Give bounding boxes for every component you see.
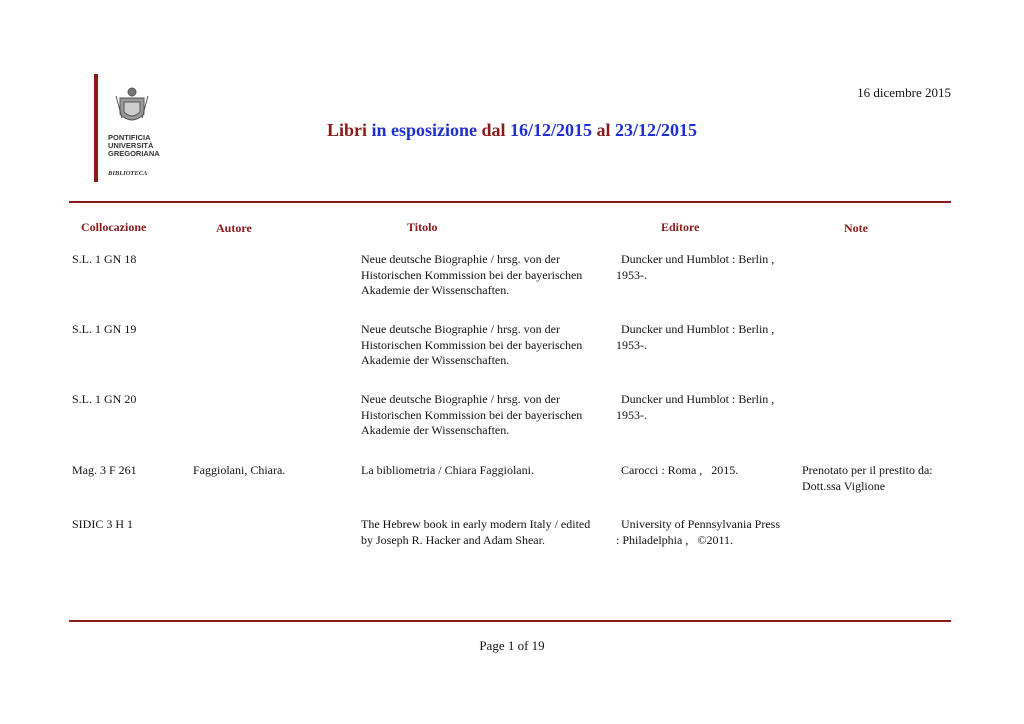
row-3-titolo: [361, 392, 582, 439]
logo-line-3: GREGORIANA: [108, 149, 160, 158]
row-4-note-line-2: Dott.ssa Viglione: [802, 478, 886, 493]
row-1-titolo: [361, 252, 582, 299]
row-4-collocazione: Mag. 3 F 261: [72, 463, 137, 477]
title-word-2: in esposizione: [371, 120, 477, 140]
row-3-titolo-line-2: Historischen Kommission bei der bayerischen: [361, 407, 583, 422]
logo-line-1: PONTIFICIA: [108, 133, 151, 142]
row-4-note-line-1: Prenotato per il prestito da:: [802, 463, 933, 477]
row-2-titolo-line-1: Neue deutsche Biographie / hrsg. von der: [361, 322, 560, 336]
report-date: 16 dicembre 2015: [857, 85, 951, 100]
column-header-collocazione: Collocazione: [81, 220, 147, 234]
row-5-editore-line-2: : Philadelphia , ©2011.: [616, 532, 733, 547]
logo-line-4: BIBLIOTECA: [108, 170, 148, 177]
row-1-editore: [616, 252, 774, 283]
row-2-editore-line-2: 1953-.: [616, 337, 647, 352]
row-2-editore: [616, 322, 774, 353]
row-1-titolo-line-2: Historischen Kommission bei der bayerischen: [361, 267, 583, 282]
coat-of-arms-icon: [116, 88, 148, 120]
column-header-editore: Editore: [661, 220, 700, 234]
row-1-titolo-line-1: Neue deutsche Biographie / hrsg. von der: [361, 252, 560, 266]
row-5-titolo-line-2: by Joseph R. Hacker and Adam Shear.: [361, 532, 545, 547]
row-2-collocazione: S.L. 1 GN 19: [72, 322, 137, 336]
row-5-collocazione: SIDIC 3 H 1: [72, 517, 134, 531]
row-3-titolo-line-1: Neue deutsche Biographie / hrsg. von der: [361, 392, 560, 406]
row-3-editore: [616, 392, 774, 423]
row-2-titolo-line-3: Akademie der Wissenschaften.: [361, 353, 510, 367]
column-header-autore: Autore: [216, 221, 252, 235]
page-title: [0, 120, 1024, 141]
row-3-titolo-line-3: Akademie der Wissenschaften.: [361, 423, 510, 437]
row-5-titolo-line-1: The Hebrew book in early modern Italy / edited: [361, 517, 591, 531]
row-4-autore: Faggiolani, Chiara.: [193, 463, 286, 477]
title-word-6: 23/12/2015: [615, 120, 698, 140]
logo-line-2: UNIVERSITÀ: [108, 141, 154, 150]
row-2-editore-line-1: Duncker und Humblot : Berlin ,: [621, 322, 775, 336]
top-divider: [69, 201, 951, 203]
column-header-titolo: Titolo: [407, 220, 438, 234]
bottom-divider: [69, 620, 951, 622]
title-word-4: 16/12/2015: [510, 120, 593, 140]
row-4-editore: [616, 463, 738, 479]
row-5-editore: [616, 517, 780, 548]
row-4-editore-line-1: Carocci : Roma , 2015.: [621, 463, 739, 477]
page-number: Page 1 of 19: [479, 638, 545, 653]
row-2-titolo: [361, 322, 582, 369]
row-1-titolo-line-3: Akademie der Wissenschaften.: [361, 283, 510, 297]
row-3-collocazione: S.L. 1 GN 20: [72, 392, 137, 406]
row-4-note: [802, 463, 933, 494]
title-word-5: al: [596, 120, 611, 140]
row-3-editore-line-1: Duncker und Humblot : Berlin ,: [621, 392, 775, 406]
column-header-note: Note: [844, 221, 868, 235]
row-5-editore-line-1: University of Pennsylvania Press: [621, 517, 780, 531]
row-1-collocazione: S.L. 1 GN 18: [72, 252, 137, 266]
row-1-editore-line-1: Duncker und Humblot : Berlin ,: [621, 252, 775, 266]
title-word-1: Libri: [326, 120, 367, 140]
row-4-titolo-line-1: La bibliometria / Chiara Faggiolani.: [361, 463, 534, 477]
row-5-titolo: [361, 517, 590, 548]
title-word-3: dal: [481, 120, 506, 140]
row-3-editore-line-2: 1953-.: [616, 407, 647, 422]
row-4-titolo: [361, 463, 534, 479]
row-1-editore-line-2: 1953-.: [616, 267, 647, 282]
row-2-titolo-line-2: Historischen Kommission bei der bayerischen: [361, 337, 583, 352]
